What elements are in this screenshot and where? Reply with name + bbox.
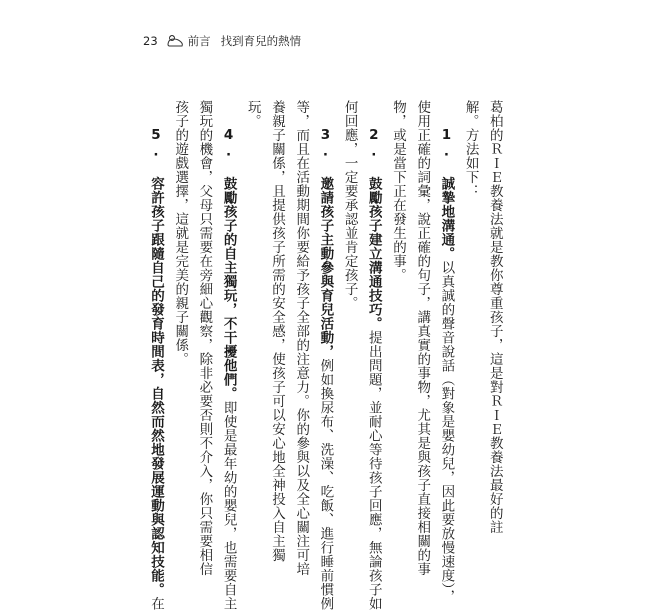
column-text: 使用正確的詞彙，說正確的句子，講真實的事物，尤其是與孩子直接相關的事 [414, 100, 431, 576]
column-text: 以真誠的聲音說話（對象是嬰幼兒，因此要放慢速度）， [438, 260, 455, 604]
text-column [363, 100, 385, 611]
text-column [169, 100, 191, 555]
text-column [218, 100, 240, 611]
text-column [435, 100, 457, 604]
page-body [148, 100, 508, 611]
column-text: 物，或是當下正在發生的事。 [390, 100, 406, 282]
column-text: 葛柏的ＲＩＥ教養法就是教你尊重孩子，這是對ＲＩＥ教養法最好的註 [486, 100, 503, 534]
column-text: 在 [148, 596, 164, 611]
section-label: 前言 [187, 34, 211, 48]
column-text: 何回應，一定要承認並肯定孩子。 [341, 100, 358, 310]
text-column [387, 100, 409, 555]
column-text: 例如換尿布、洗澡、吃飯、進行睡前慣例 [317, 358, 334, 611]
column-text: 玩。 [244, 100, 261, 128]
text-column [193, 100, 215, 576]
page-number: 23 [143, 34, 158, 48]
column-text: 等，而且在活動期間你要給予孩子全部的注意力。你的參與以及全心關注可培 [293, 100, 310, 576]
text-column [460, 100, 482, 555]
bold-lead: 4. 鼓勵孩子的自主獨玩，不干擾他們。 [220, 127, 237, 401]
bold-lead: 1. 誠摯地溝通。 [438, 127, 455, 261]
column-text: 獨玩的機會，父母只需要在旁細心觀察，除非必要否則不介入，你只需要相信 [196, 100, 213, 576]
text-column [242, 100, 264, 555]
text-column [314, 100, 336, 611]
text-column [266, 100, 288, 562]
column-text: 即使是最年幼的嬰兒，也需要自主 [220, 400, 237, 611]
baby-sleeping-icon [166, 34, 184, 48]
running-header [143, 33, 301, 49]
text-column [339, 100, 361, 555]
column-text: 孩子的遊戲選擇，這就是完美的親子關係。 [172, 100, 189, 366]
bold-lead: 3. 邀請孩子主動參與育兒活動， [317, 127, 334, 359]
column-text: 提出問題，並耐心等待孩子回應，無論孩子如 [365, 330, 382, 611]
text-column [290, 100, 312, 576]
chapter-title: 找到育兒的熱情 [220, 34, 302, 48]
text-column [145, 100, 167, 611]
column-text: 養親子關係，且提供孩子所需的安全感，使孩子可以安心地全神投入自主獨 [269, 100, 285, 562]
bold-lead: 2. 鼓勵孩子建立溝通技巧。 [365, 127, 382, 331]
text-column [411, 100, 433, 576]
column-text: 解。方法如下： [462, 100, 479, 198]
bold-lead: 5. 容許孩子跟隨自己的發育時間表，自然而然地發展運動與認知技能。 [148, 127, 164, 597]
text-column [484, 100, 506, 555]
